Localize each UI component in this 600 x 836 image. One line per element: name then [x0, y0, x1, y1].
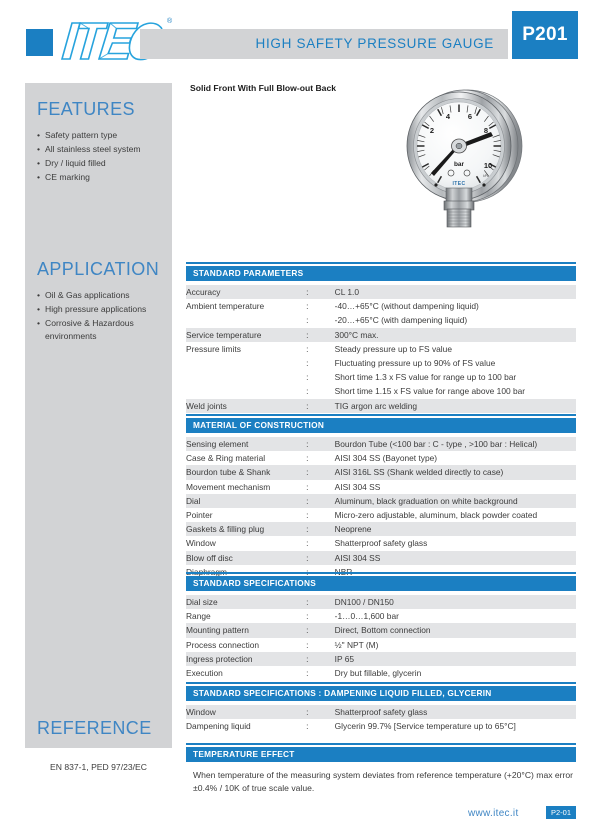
list-item-label: CE marking — [45, 172, 90, 183]
row-value: IP 65 — [335, 652, 576, 666]
row-colon: : — [306, 668, 309, 679]
section-temperature-effect — [186, 743, 576, 794]
row-label: Pointer — [186, 510, 213, 521]
row-value: Steady pressure up to FS value — [334, 343, 452, 354]
bullet-icon: • — [37, 318, 41, 329]
list-item — [37, 303, 164, 316]
section-header-bar — [186, 576, 576, 591]
table-row — [186, 465, 576, 479]
row-colon: : — [306, 652, 335, 666]
features-list — [25, 129, 172, 184]
page-header — [0, 0, 600, 70]
row-value: Shatterproof safety glass — [335, 705, 576, 719]
temperature-effect-text: When temperature of the measuring system deviates from reference temperature (+20°C) max error ±0.4% / 10K of true scale value. — [193, 770, 574, 793]
table-row — [186, 551, 576, 565]
section-title: MATERIAL OF CONSTRUCTION — [193, 420, 325, 430]
application-list — [25, 289, 172, 342]
list-item — [37, 157, 164, 170]
row-value: Glycerin 99.7% [Service temperature up to 65°C] — [334, 721, 516, 732]
product-code-badge — [512, 11, 578, 59]
row-colon: : — [306, 494, 335, 508]
list-item-label: All stainless steel system — [45, 144, 141, 155]
section-standard-parameters — [186, 262, 576, 413]
row-label: Accuracy — [186, 285, 306, 299]
row-colon: : — [306, 611, 309, 622]
section-title: STANDARD SPECIFICATIONS : DAMPENING LIQUID FILLED, GLYCERIN — [193, 688, 492, 698]
section-header-bar — [186, 418, 576, 433]
sidebar-section-application — [25, 259, 172, 344]
section-top-rule — [186, 572, 576, 574]
row-value: -40…+65°C (without dampening liquid) — [334, 301, 479, 312]
table-row — [186, 719, 576, 733]
table-row — [186, 356, 576, 370]
bullet-icon: • — [37, 158, 41, 169]
table-row — [186, 595, 576, 609]
footer-page-badge — [546, 806, 576, 819]
table-row — [186, 522, 576, 536]
table-row — [186, 480, 576, 494]
table-row — [186, 638, 576, 652]
section-header-bar — [186, 266, 576, 281]
standard-parameters-table — [186, 285, 576, 413]
row-label — [186, 313, 306, 327]
table-row — [186, 299, 576, 313]
table-row — [186, 609, 576, 623]
footer-page-number: P2-01 — [550, 808, 571, 817]
row-label: Dampening liquid — [186, 721, 251, 732]
list-item — [37, 143, 164, 156]
row-label: Dial size — [186, 595, 306, 609]
dampening-liquid-table — [186, 705, 576, 733]
svg-text:kPa: kPa — [483, 174, 489, 178]
table-row — [186, 451, 576, 465]
sidebar-section-features — [25, 99, 172, 185]
bullet-icon: • — [37, 144, 41, 155]
row-value: TIG argon arc welding — [335, 399, 576, 413]
gauge-unit-label: bar — [453, 161, 465, 168]
list-item — [37, 129, 164, 142]
product-code-label: P201 — [522, 24, 568, 45]
row-value: Neoprene — [335, 522, 576, 536]
row-colon: : — [306, 481, 309, 492]
row-value: Micro-zero adjustable, aluminum, black powder coated — [334, 510, 538, 521]
table-row — [186, 536, 576, 550]
gauge-brand-label: ITEC — [452, 181, 466, 187]
row-label: Ingress protection — [186, 652, 306, 666]
row-value: CL 1.0 — [335, 285, 576, 299]
row-colon: : — [306, 358, 309, 369]
bullet-icon: • — [37, 172, 41, 183]
row-label: Window — [186, 538, 216, 549]
row-colon: : — [306, 437, 335, 451]
row-value: Bourdon Tube (<100 bar : C - type , >100 bar : Helical) — [335, 437, 576, 451]
table-row — [186, 508, 576, 522]
bullet-icon: • — [37, 304, 41, 315]
list-item — [37, 289, 164, 302]
row-label: Blow off disc — [186, 551, 306, 565]
material-of-construction-table — [186, 437, 576, 579]
table-row — [186, 313, 576, 327]
svg-text:8: 8 — [483, 126, 489, 135]
row-label: Execution — [186, 668, 223, 679]
row-value: Short time 1.3 x FS value for range up to 100 bar — [334, 372, 517, 383]
row-colon: : — [306, 721, 309, 732]
row-value: 300°C max. — [335, 328, 576, 342]
row-label: Dial — [186, 494, 306, 508]
table-row — [186, 285, 576, 299]
svg-text:4: 4 — [445, 112, 451, 121]
row-value: Shatterproof safety glass — [334, 538, 428, 549]
section-title: STANDARD PARAMETERS — [193, 268, 304, 278]
list-item — [37, 171, 164, 184]
standard-specifications-table — [186, 595, 576, 680]
row-colon: : — [306, 372, 309, 383]
table-row — [186, 494, 576, 508]
svg-text:10: 10 — [483, 161, 493, 170]
row-value: Short time 1.15 x FS value for range above 100 bar — [334, 386, 526, 397]
page-title: HIGH SAFETY PRESSURE GAUGE — [255, 36, 494, 51]
row-colon: : — [306, 328, 335, 342]
application-heading: APPLICATION — [37, 259, 160, 279]
svg-text:6: 6 — [467, 112, 473, 121]
reference-heading: REFERENCE — [37, 718, 152, 738]
row-label: Pressure limits — [186, 343, 241, 354]
section-header-bar — [186, 686, 576, 701]
row-value: Dry but fillable, glycerin — [334, 668, 422, 679]
bullet-icon: • — [37, 130, 41, 140]
row-label: Service temperature — [186, 328, 306, 342]
pressure-gauge-image — [398, 84, 533, 229]
row-value: DN100 / DN150 — [335, 595, 576, 609]
row-colon: : — [306, 522, 335, 536]
row-value: -20…+65°C (with dampening liquid) — [334, 315, 468, 326]
row-value: Direct, Bottom connection — [335, 623, 576, 637]
row-value: ½" NPT (M) — [334, 639, 379, 650]
sidebar — [25, 83, 172, 783]
footer-website-link[interactable]: www.itec.it — [468, 808, 519, 819]
row-colon: : — [306, 639, 309, 650]
row-label: Range — [186, 611, 211, 622]
row-label: Sensing element — [186, 437, 306, 451]
row-value: AISI 304 SS — [335, 551, 576, 565]
list-item-label: Dry / liquid filled — [45, 158, 106, 169]
section-header-bar — [186, 747, 576, 762]
row-colon: : — [306, 623, 335, 637]
reference-standards-text: EN 837-1, PED 97/23/EC — [50, 762, 147, 772]
list-item-label: Oil & Gas applications — [45, 290, 130, 300]
row-colon: : — [306, 551, 335, 565]
table-row — [186, 652, 576, 666]
table-row — [186, 399, 576, 413]
svg-text:2: 2 — [429, 126, 435, 135]
section-top-rule — [186, 682, 576, 684]
header-title-bar — [140, 29, 508, 59]
row-label — [186, 370, 306, 384]
features-heading: FEATURES — [37, 99, 135, 119]
section-title: TEMPERATURE EFFECT — [193, 749, 295, 759]
table-row — [186, 328, 576, 342]
row-value: AISI 304 SS (Bayonet type) — [334, 453, 438, 464]
table-row — [186, 342, 576, 356]
section-dampening-liquid — [186, 682, 576, 733]
row-colon: : — [306, 301, 309, 312]
list-item-label: Safety pattern type — [45, 130, 118, 140]
row-label: Case & Ring material — [186, 453, 266, 464]
section-top-rule — [186, 262, 576, 264]
row-label: Gaskets & filling plug — [186, 522, 306, 536]
bullet-icon: • — [37, 290, 41, 300]
list-item — [37, 317, 164, 342]
row-value: Aluminum, black graduation on white background — [335, 494, 576, 508]
row-value: -1…0…1,600 bar — [334, 611, 399, 622]
sidebar-section-reference — [25, 718, 172, 739]
row-colon: : — [306, 315, 309, 326]
row-label: Movement mechanism — [186, 481, 271, 492]
row-colon: : — [306, 285, 335, 299]
section-top-rule — [186, 414, 576, 416]
section-standard-specifications — [186, 572, 576, 680]
row-value: AISI 316L SS (Shank welded directly to case) — [335, 465, 576, 479]
registered-trademark-icon: ® — [167, 18, 173, 25]
row-colon: : — [306, 465, 335, 479]
row-colon: : — [306, 510, 309, 521]
row-label — [186, 356, 306, 370]
row-label: Weld joints — [186, 399, 306, 413]
table-row — [186, 437, 576, 451]
row-colon: : — [306, 343, 309, 354]
list-item-label: High pressure applications — [45, 304, 147, 315]
table-row — [186, 623, 576, 637]
logo-square-icon — [26, 29, 53, 56]
section-title: STANDARD SPECIFICATIONS — [193, 578, 316, 588]
section-material-of-construction — [186, 414, 576, 579]
row-colon: : — [306, 399, 335, 413]
row-label: Mounting pattern — [186, 623, 306, 637]
row-colon: : — [306, 386, 309, 397]
list-item-label: Corrosive & Hazardous environments — [45, 318, 134, 341]
section-top-rule — [186, 743, 576, 745]
row-value: Fluctuating pressure up to 90% of FS value — [334, 358, 496, 369]
row-colon: : — [306, 705, 335, 719]
table-row — [186, 705, 576, 719]
table-row — [186, 666, 576, 680]
row-colon: : — [306, 453, 309, 464]
table-row — [186, 370, 576, 384]
row-label: Ambient temperature — [186, 301, 265, 312]
row-colon: : — [306, 595, 335, 609]
product-caption: Solid Front With Full Blow-out Back — [190, 83, 337, 93]
table-row — [186, 384, 576, 398]
reference-standards-box — [25, 748, 172, 786]
row-label: Window — [186, 705, 306, 719]
row-colon: : — [306, 538, 309, 549]
row-label — [186, 384, 306, 398]
row-label: Process connection — [186, 639, 260, 650]
row-label: Bourdon tube & Shank — [186, 465, 306, 479]
row-value: AISI 304 SS — [334, 481, 381, 492]
